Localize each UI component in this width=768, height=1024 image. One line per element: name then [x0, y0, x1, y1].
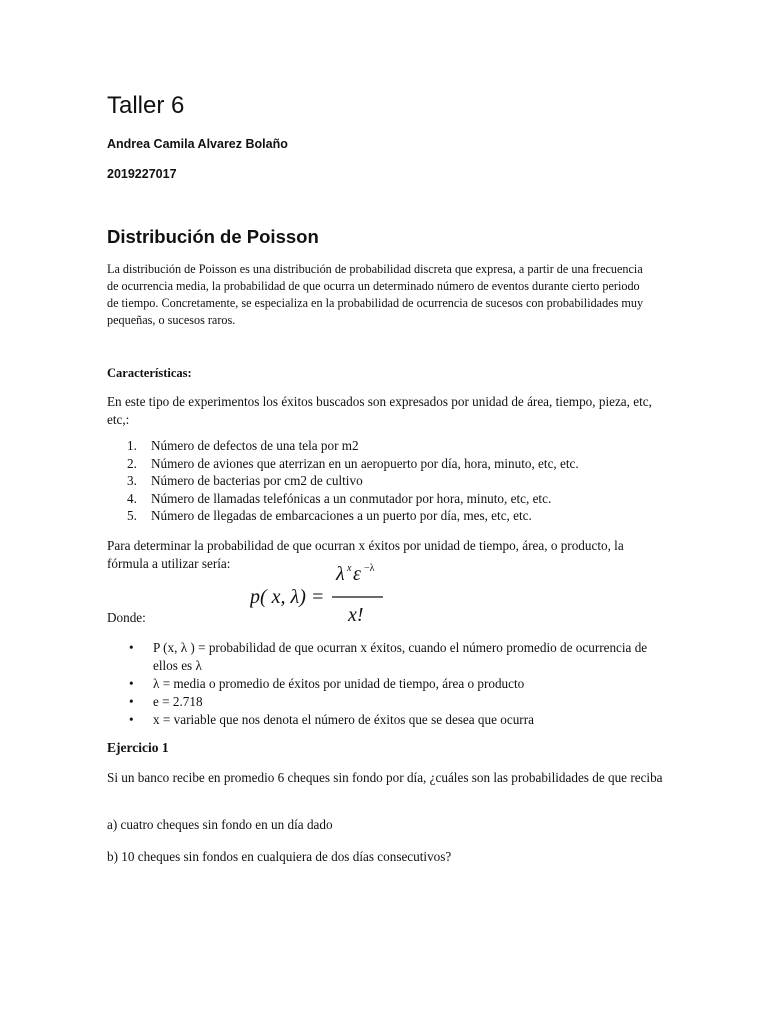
list-text: λ = media o promedio de éxitos por unidad de tiempo, área o producto: [153, 676, 525, 691]
section-heading: Distribución de Poisson: [107, 226, 319, 247]
list-item: [107, 711, 667, 729]
list-text: P (x, λ ) = probabilidad de que ocurran x éxitos, cuando el número promedio de ocurrencia de ellos es λ: [153, 640, 648, 673]
bullet-icon: •: [129, 712, 134, 727]
list-text: Número de llegadas de embarcaciones a un puerto por día, mes, etc, etc.: [151, 508, 532, 523]
list-item: [107, 507, 667, 525]
list-number: 1.: [127, 438, 137, 453]
intro-paragraph: La distribución de Poisson es una distribución de probabilidad discreta que expresa, a partir de una frecuencia de ocurrencia media, la probabilidad de que ocurra un determinado número de eventos durante cierto periodo de tiempo. Concretamente, se especializa en la probabilidad de ocurrencia de sucesos con probabilidades muy pequeñas, o sucesos raros.: [107, 262, 644, 327]
caracteristicas-heading: Características:: [107, 366, 192, 380]
formula-lambda: λ: [336, 563, 345, 585]
list-number: 2.: [127, 455, 137, 471]
bullet-icon: •: [129, 676, 134, 691]
definitions-list: [107, 639, 667, 729]
list-item: [107, 472, 667, 490]
formula-e: ε: [353, 563, 361, 585]
donde-label: Donde:: [107, 610, 146, 625]
list-item: [107, 675, 667, 693]
list-text: Número de aviones que aterrizan en un aeropuerto por día, hora, minuto, etc, etc.: [151, 455, 579, 471]
poisson-formula: [250, 562, 390, 624]
student-code: 2019227017: [107, 167, 177, 181]
exercise-part-b: b) 10 cheques sin fondos en cualquiera de dos días consecutivos?: [107, 849, 452, 864]
formula-denominator: x!: [348, 604, 364, 624]
exercise-heading: Ejercicio 1: [107, 740, 169, 755]
exercise-statement: Si un banco recibe en promedio 6 cheques sin fondo por día, ¿cuáles son las probabilidades de que reciba: [107, 770, 663, 785]
list-text: Número de defectos de una tela por m2: [151, 438, 359, 453]
exercise-part-a: a) cuatro cheques sin fondo en un día dado: [107, 817, 333, 832]
list-item: [107, 693, 667, 711]
author-name: Andrea Camila Alvarez Bolaño: [107, 137, 288, 151]
caracteristicas-paragraph: En este tipo de experimentos los éxitos buscados son expresados por unidad de área, tiempo, pieza, etc, etc,:: [107, 394, 652, 427]
list-number: 5.: [127, 508, 137, 523]
formula-intro: Para determinar la probabilidad de que ocurran x éxitos por unidad de tiempo, área, o producto, la fórmula a utilizar sería:: [107, 538, 624, 571]
bullet-icon: •: [129, 640, 134, 655]
formula-lhs: p( x, λ) =: [250, 586, 325, 608]
list-text: Número de llamadas telefónicas a un conmutador por hora, minuto, etc, etc.: [151, 490, 552, 506]
list-text: x = variable que nos denota el número de éxitos que se desea que ocurra: [153, 712, 534, 727]
formula-lambda-exp: x: [347, 563, 352, 574]
list-item: [107, 639, 667, 675]
list-number: 4.: [127, 490, 137, 506]
list-item: [107, 490, 667, 508]
list-number: 3.: [127, 473, 137, 488]
list-text: e = 2.718: [153, 694, 203, 709]
examples-list: [107, 437, 667, 525]
formula-e-exp: −λ: [364, 563, 375, 574]
list-item: [107, 455, 667, 473]
bullet-icon: •: [129, 694, 134, 709]
list-text: Número de bacterias por cm2 de cultivo: [151, 473, 363, 488]
list-item: [107, 437, 667, 455]
document-title: Taller 6: [107, 92, 185, 119]
